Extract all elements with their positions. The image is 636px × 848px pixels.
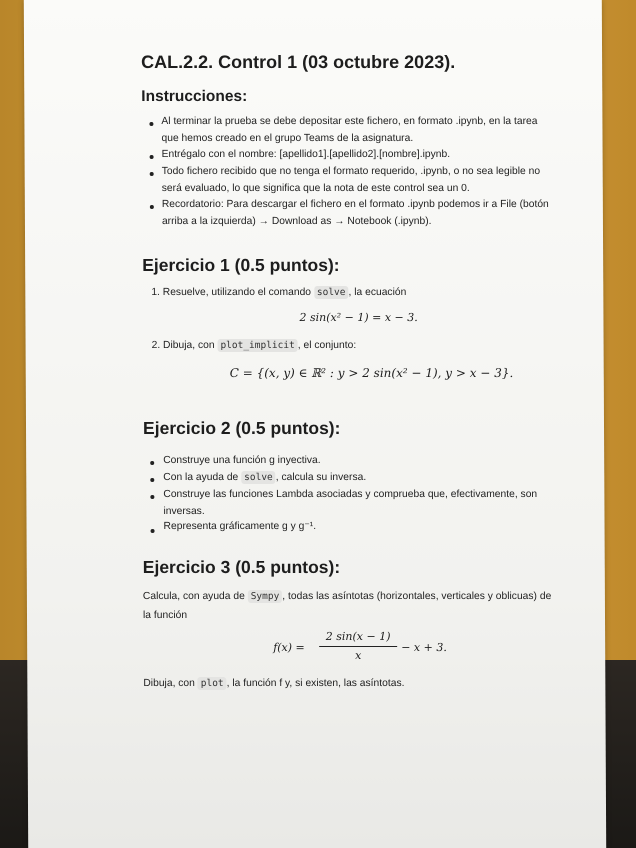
code-plot-implicit: plot_implicit [217,339,297,352]
bullet [150,155,154,159]
instr-2: Entrégalo con el nombre: [apellido1].[apellido2].[nombre].ipynb. [161,149,451,160]
ej2-b1: Construye una función g inyectiva. [163,455,321,466]
code-solve: solve [314,286,349,299]
code-plot: plot [198,677,227,690]
equation-f-denominator: x [355,649,362,662]
equation-f-lhs: f(x) = [273,641,305,654]
instr-4b: arriba a la izquierda) → Download as → Notebook (.ipynb). [161,216,432,227]
ej2-b3a: Construye las funciones Lambda asociadas y comprueba que, efectivamente, son [163,489,538,500]
fraction-bar [319,646,397,647]
ej1-item2: 2. Dibuja, con plot_implicit , el conjunto: [151,340,357,351]
code-solve: solve [241,471,276,484]
equation-f-rhs: − x + 3. [401,641,447,654]
ejercicio3-heading: Ejercicio 3 (0.5 puntos): [142,557,341,577]
equation-f-numerator: 2 sin(x − 1) [325,630,391,643]
exam-sheet [24,0,606,848]
equation-set-c: C = {(x, y) ∈ ℝ² : y > 2 sin(x² − 1), y > x − 3}. [229,366,514,380]
bullet [151,529,155,533]
bullet [150,205,154,209]
instr-1b: que hemos creado en el grupo Teams de la asignatura. [161,133,414,144]
bullet [150,172,154,176]
page-title: CAL.2.2. Control 1 (03 octubre 2023). [141,52,456,72]
bullet [149,122,153,126]
equation-1: 2 sin(x² − 1) = x − 3. [299,311,418,324]
ej3-p2: Dibuja, con plot , la función f y, si existen, las asíntotas. [143,678,405,689]
instr-1a: Al terminar la prueba se debe depositar este fichero, en formato .ipynb, en la tarea [161,116,538,127]
instr-4a: Recordatorio: Para descargar el fichero en el formato .ipynb podemos ir a File (botón [161,199,549,210]
ej1-item1: 1. Resuelve, utilizando el comando solve , la ecuación [151,287,407,298]
ej3-p1-line2: la función [142,610,188,621]
ej2-b4: Representa gráficamente g y g⁻¹. [163,521,317,532]
bullet [150,495,154,499]
instr-3a: Todo fichero recibido que no tenga el formato requerido, .ipynb, o no sea legible no [161,166,541,177]
ej2-b3b: inversas. [163,506,205,517]
code-sympy: Sympy [248,590,283,603]
bullet [150,478,154,482]
ej2-b2: Con la ayuda de solve , calcula su inversa. [163,472,367,483]
ej3-p1: Calcula, con ayuda de Sympy , todas las asíntotas (horizontales, verticales y oblicuas) de [142,591,552,602]
instrucciones-heading: Instrucciones: [141,88,248,105]
ejercicio1-heading: Ejercicio 1 (0.5 puntos): [142,255,340,275]
bullet [150,461,154,465]
ejercicio2-heading: Ejercicio 2 (0.5 puntos): [142,418,341,438]
instr-3b: será evaluado, lo que significa que la nota de este control sea un 0. [161,183,470,194]
